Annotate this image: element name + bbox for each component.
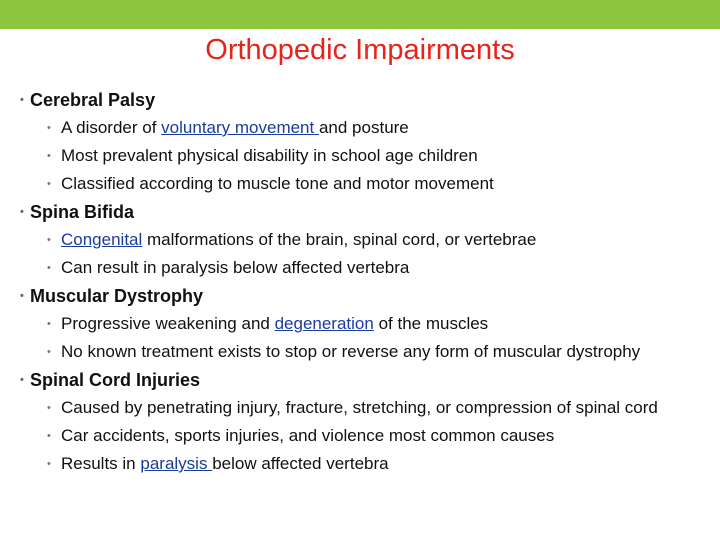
section-heading: • Cerebral Palsy <box>20 90 156 110</box>
bullet-icon: • <box>20 374 24 386</box>
section-heading: • Spina Bifida <box>20 202 135 222</box>
list-item: • Progressive weakening and degeneration of the muscles <box>0 312 720 336</box>
top-accent-bar <box>0 0 720 29</box>
bullet-icon: • <box>47 402 51 414</box>
bullet-icon: • <box>47 178 51 190</box>
term-link[interactable]: Congenital <box>61 230 143 249</box>
section-heading: • Spinal Cord Injuries <box>20 370 201 390</box>
list-item: • No known treatment exists to stop or reverse any form of muscular dystrophy <box>0 340 720 364</box>
list-item: • Car accidents, sports injuries, and violence most common causes <box>0 424 720 448</box>
bullet-icon: • <box>20 290 24 302</box>
section-heading: • Muscular Dystrophy <box>20 286 204 306</box>
list-item: • Results in paralysis below affected vertebra <box>0 452 720 476</box>
term-link[interactable]: degeneration <box>274 314 374 333</box>
list-item: • A disorder of voluntary movement and posture <box>0 116 720 140</box>
bullet-icon: • <box>47 430 51 442</box>
slide-content <box>0 88 720 480</box>
bullet-icon: • <box>47 122 51 134</box>
bullet-icon: • <box>47 262 51 274</box>
list-item: • Most prevalent physical disability in school age children <box>0 144 720 168</box>
bullet-icon: • <box>47 318 51 330</box>
term-link[interactable]: paralysis <box>140 454 213 473</box>
term-link[interactable]: voluntary movement <box>161 118 319 137</box>
list-item: • Congenital malformations of the brain, spinal cord, or vertebrae <box>0 228 720 252</box>
list-item: • Caused by penetrating injury, fracture, stretching, or compression of spinal cord <box>0 396 720 420</box>
bullet-icon: • <box>47 150 51 162</box>
slide-title: Orthopedic Impairments <box>205 34 515 66</box>
bullet-icon: • <box>47 458 51 470</box>
bullet-icon: • <box>20 94 24 106</box>
list-item: • Can result in paralysis below affected vertebra <box>0 256 720 280</box>
bullet-icon: • <box>47 234 51 246</box>
bullet-icon: • <box>20 206 24 218</box>
list-item: • Classified according to muscle tone and motor movement <box>0 172 720 196</box>
bullet-icon: • <box>47 346 51 358</box>
